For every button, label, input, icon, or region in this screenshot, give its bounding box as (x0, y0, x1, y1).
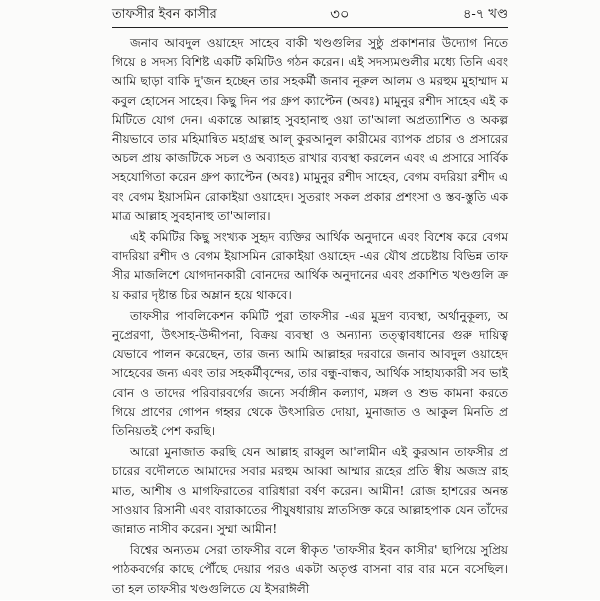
body-text (112, 34, 508, 601)
paragraph: তাফসীর পাবলিকেশন কমিটি পুরা তাফসীর -এর মুদ্রণ ব্যবস্থা, অর্থানুকূল্য, অনুপ্রেরণা, উৎসাহ-উদ্দীপনা, বিক্রয় ব্যবস্থা ও অন্যান্য তত্ত্বাবধানের গুরু দায়িত্ব যেভাবে পালন করেছেন, তার জন্য আমি আল্লাহর দরবারে জনাব আবদুল ওয়াহেদ সাহেবের জন্য এবং তার সহকর্মীবৃন্দের, তার বন্ধু-বান্ধব, আর্থিক সাহায্যকারী সব ভাই বোন ও তাদের পরিবারবর্গের জন্যে সর্বাঙ্গীন কল্যাণ, মঙ্গল ও শুভ কামনা করতে গিয়ে প্রাণের গোপন গহ্বর থেকে উৎসারিত দোয়া, মুনাজাত ও আকুল মিনতি প্রতিনিয়তই পেশ করছি। (112, 308, 508, 439)
page-header (112, 4, 508, 26)
header-volume: ৪-৭ খণ্ড (463, 6, 508, 22)
paragraph: জনাব আবদুল ওয়াহেদ সাহেব বাকী খণ্ডগুলির সুষ্ঠু প্রকাশনার উদ্যোগ নিতে গিয়ে ৪ সদস্য বিশিষ্ট একটি কমিটিও গঠন করেন। এই সদস্যমণ্ডলীর মধ্যে তিনি এবং আমি ছাড়া বাকি দু'জন হচ্ছেন তার সহকর্মী জনাব নূরুল আলম ও মরহুম মুহাম্মাদ মকবুল হোসেন সাহেব। কিছু দিন পর গ্রুপ ক্যাপ্টেন (অবঃ) মামুনুর রশীদ সাহেব এই কমিটিতে যোগ দেন। একান্তে আল্লাহ সুবহানাহু ওয়া তা'আলা অপ্রত্যাশিত ও অকল্পনীয়ভাবে তার মহিমান্বিত মহাগ্রন্থ আল্ কুরআনুল কারীমের ব্যাপক প্রচার ও প্রসারের অচল প্রায় কাজটিকে সচল ও অব্যাহত রাখার ব্যবস্থা করলেন এবং এ প্রসারে সার্বিক সহযোগিতা করেন গ্রুপ ক্যাপ্টেন (অবঃ) মামুনুর রশীদ সাহেব, বেগম বদরিয়া রশীদ এবং বেগম ইয়াসমিন রোকাইয়া ওয়াহেদ। সুতরাং সকল প্রকার প্রশংসা ও স্তব-স্তুতি একমাত্র আল্লাহ সুবহানাহু তা'আলার। (112, 36, 508, 223)
header-book-title: তাফসীর ইবন কাসীর (112, 6, 217, 22)
paragraph: এই কমিটির কিছু সংখ্যক সুহৃদ ব্যক্তির আর্থিক অনুদানে এবং বিশেষ করে বেগম বাদরিয়া রশীদ ও বেগম ইয়াসমিন রোকাইয়া ওয়াহেদ -এর যৌথ প্রচেষ্টায় বিভিন্ন তাফসীর মাজলিশে যোগদানকারী বোনদের আর্থিক অনুদানের এবং প্রকাশিত খণ্ডগুলি ক্রয় করার দৃষ্টান্ত চির অম্লান হয়ে থাকবে। (112, 230, 508, 302)
paragraph: আরো মুনাজাত করছি যেন আল্লাহ রাব্বুল আ'লামীন এই কুরআন তাফসীর প্রচারের বদৌলতে আমাদের সবার মরহুম আব্বা আম্মার রূহের প্রতি স্বীয় অজস্র রাহমাত, আশীষ ও মাগফিরাতের বারিধারা বর্ষণ করেন। আমীন! রোজ হাশরের অনন্ত সাওয়াব রিসানী এবং বারাকাতের পীযুষধারায় স্নাতসিক্ত করে আল্লাহপাক যেন তাঁদের জান্নাত নাসীব করেন। সুম্মা আমীন! (112, 445, 508, 537)
header-rule (112, 27, 508, 28)
header-page-number: ৩০ (330, 4, 350, 23)
paragraph: বিশ্বের অন্যতম সেরা তাফসীর বলে স্বীকৃত 'তাফসীর ইবন কাসীর' ছাপিয়ে সুপ্রিয় পাঠকবর্গের কাছে পৌঁছে দেয়ার পরও একটা অতৃপ্ত বাসনা বার বার মনে বসেছিল। তা হল তাফসীর খণ্ডগুলিতে যে ইসরাঈলী (112, 543, 508, 596)
